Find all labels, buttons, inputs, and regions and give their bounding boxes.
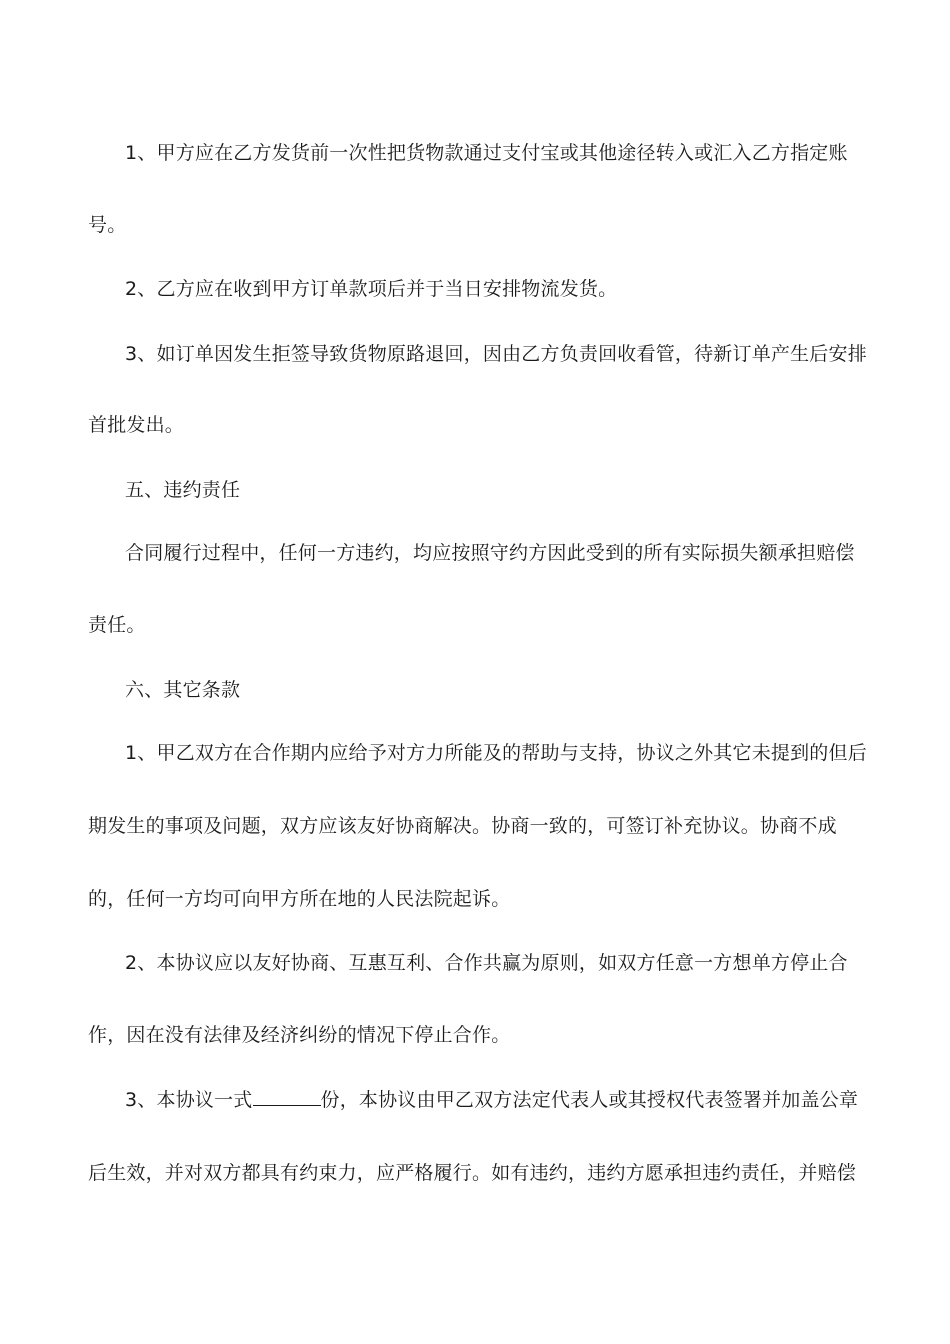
paragraph-copies-line-1 xyxy=(125,1087,865,1113)
copies-text-after: 份，本协议由甲乙双方法定代表人或其授权代表签署并加盖公章 xyxy=(320,1089,859,1111)
paragraph-shipping: 2、乙方应在收到甲方订单款项后并于当日安排物流发货。 xyxy=(125,278,618,300)
copies-blank-field xyxy=(253,1087,321,1106)
paragraph-payment-line-1: 1、甲方应在乙方发货前一次性把货物款通过支付宝或其他途径转入或汇入乙方指定账 xyxy=(125,142,848,164)
paragraph-cooperation-line-3: 的，任何一方均可向甲方所在地的人民法院起诉。 xyxy=(88,888,511,910)
paragraph-breach-line-2: 责任。 xyxy=(88,614,146,636)
paragraph-breach-line-1: 合同履行过程中，任何一方违约，均应按照守约方因此受到的所有实际损失额承担赔偿 xyxy=(125,542,855,564)
paragraph-return-line-1: 3、如订单因发生拒签导致货物原路退回，因由乙方负责回收看管，待新订单产生后安排 xyxy=(125,343,867,365)
section-heading-other-terms: 六、其它条款 xyxy=(125,679,241,701)
paragraph-principle-line-1: 2、本协议应以友好协商、互惠互利、合作共赢为原则，如双方任意一方想单方停止合 xyxy=(125,952,848,974)
paragraph-copies-line-2: 后生效，并对双方都具有约束力，应严格履行。如有违约，违约方愿承担违约责任，并赔偿 xyxy=(88,1162,857,1184)
paragraph-payment-line-2: 号。 xyxy=(88,214,127,236)
section-heading-breach: 五、违约责任 xyxy=(125,479,241,501)
copies-text-before: 3、本协议一式 xyxy=(125,1089,253,1111)
paragraph-return-line-2: 首批发出。 xyxy=(88,414,185,436)
paragraph-cooperation-line-1: 1、甲乙双方在合作期内应给予对方力所能及的帮助与支持，协议之外其它未提到的但后 xyxy=(125,742,867,764)
paragraph-principle-line-2: 作，因在没有法律及经济纠纷的情况下停止合作。 xyxy=(88,1024,511,1046)
paragraph-cooperation-line-2: 期发生的事项及问题，双方应该友好协商解决。协商一致的，可签订补充协议。协商不成 xyxy=(88,815,837,837)
